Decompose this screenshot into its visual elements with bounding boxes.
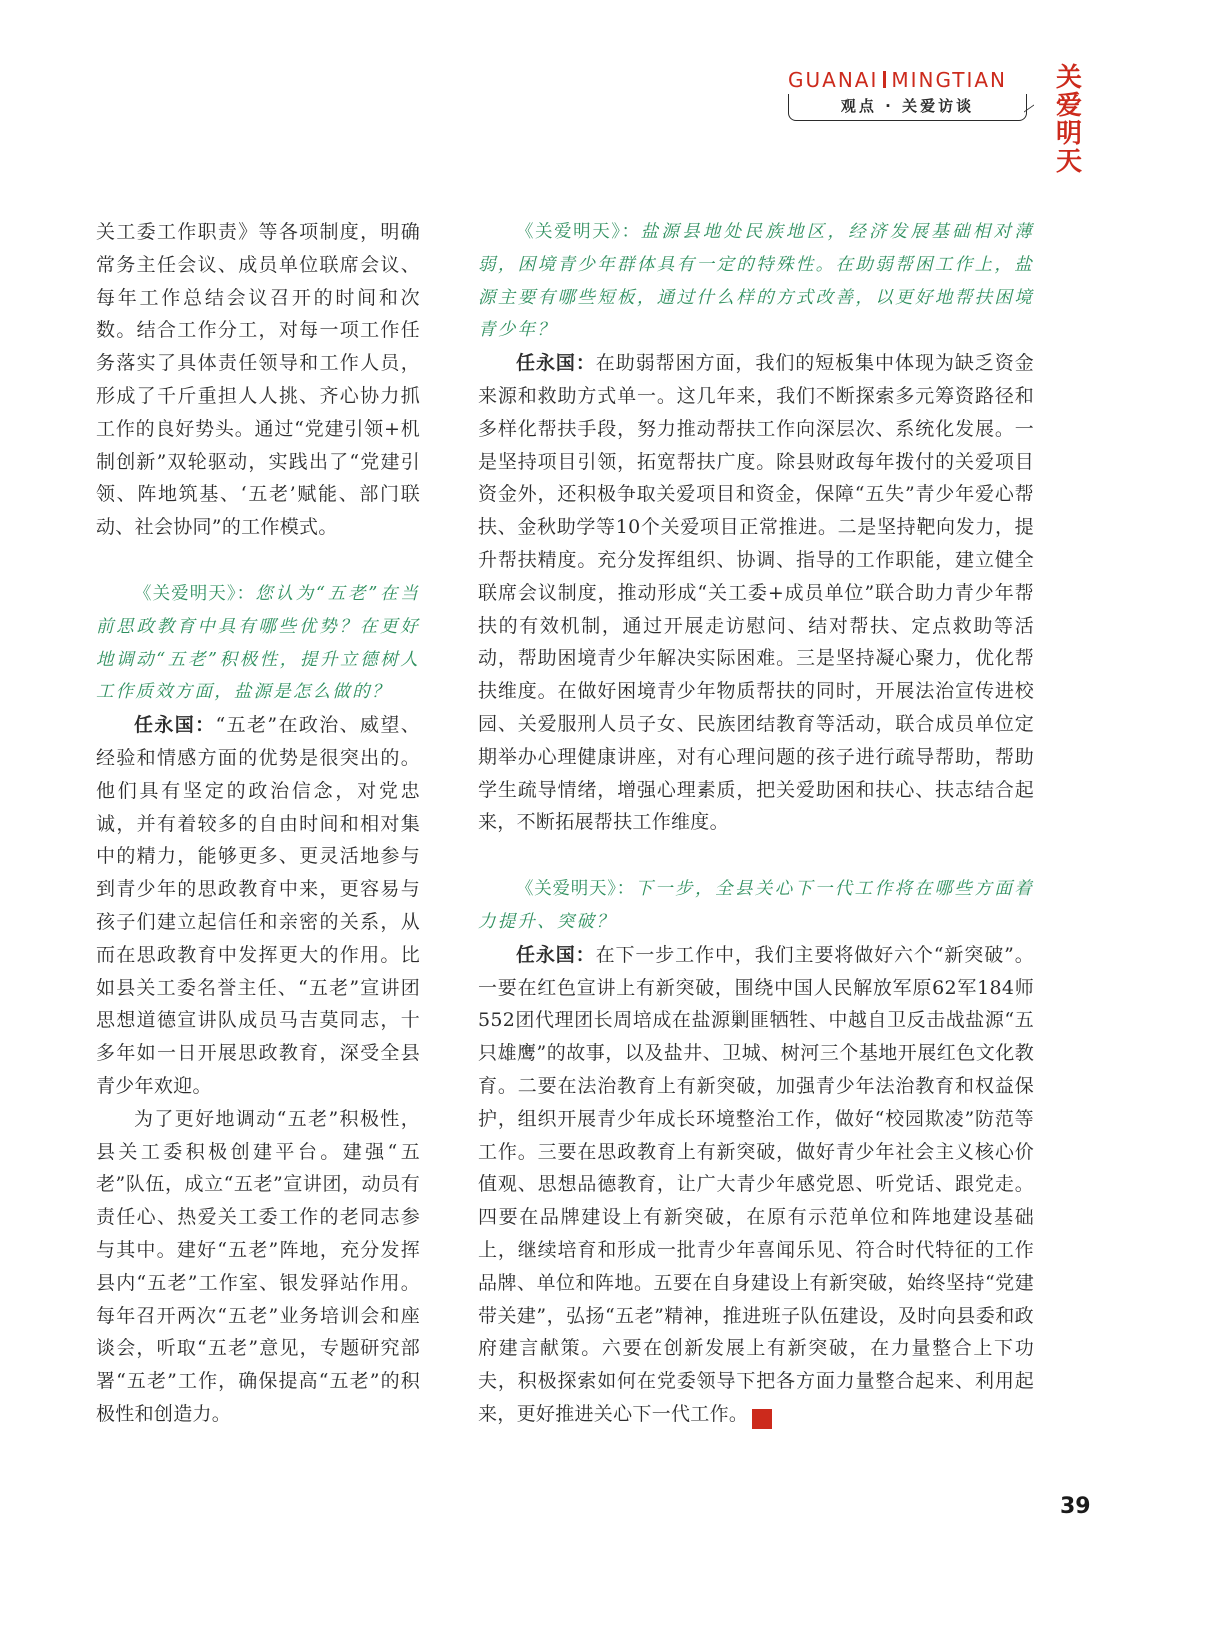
question-text: 下一步，全县关心下一代工作将在哪些方面着力提升、突破？: [478, 879, 1035, 932]
magazine-name: 《关爱明天》：: [516, 222, 641, 242]
answer-text: “五老”在政治、威望、经验和情感方面的优势是很突出的。他们具有坚定的政治信念，对党忠诚，并有着较多的自由时间和相对集中的精力，能够更多、更灵活地参与到青少年的思政教育中来，更容易与孩子们建立起信任和亲密的关系，从而在思政教育中发挥更大的作用。比如县关工委名誉主任、“五老”宣讲团思想道德宣讲队成员马吉莫同志，十多年如一日开展思政教育，深受全县青少年欢迎。: [96, 714, 421, 1097]
question-text: 盐源县地处民族地区，经济发展基础相对薄弱，困境青少年群体具有一定的特殊性。在助弱帮困工作上，盐源主要有哪些短板，通过什么样的方式改善，以更好地帮扶困境青少年？: [478, 222, 1034, 341]
answer-text: 在助弱帮困方面，我们的短板集中体现为缺乏资金来源和救助方式单一。这几年来，我们不断探索多元筹资路径和多样化帮扶手段，努力推动帮扶工作向深层次、系统化发展。一是坚持项目引领，拓宽帮扶广度。除县财政每年拨付的关爱项目资金外，还积极争取关爱项目和资金，保障“五失”青少年爱心帮扶、金秋助学等10个关爱项目正常推进。二是坚持靶向发力，提升帮扶精度。充分发挥组织、协调、指导的工作职能，建立健全联席会议制度，推动形成“关工委+成员单位”联合助力青少年帮扶的有效机制，通过开展走访慰问、结对帮扶、定点救助等活动，帮助困境青少年解决实际困难。三是坚持凝心聚力，优化帮扶维度。在做好困境青少年物质帮扶的同时，开展法治宣传进校园、关爱服刑人员子女、民族团结教育等活动，联合成员单位定期举办心理健康讲座，对有心理问题的孩子进行疏导帮助，帮助学生疏导情绪，增强心理素质，把关爱助困和扶心、扶志结合起来，不断拓展帮扶工作维度。: [478, 352, 1034, 834]
question: [478, 216, 1034, 347]
brand-left: GUANAI: [788, 68, 879, 92]
page-number: 39: [1060, 1494, 1091, 1519]
magazine-name: 《关爱明天》：: [516, 879, 636, 900]
question-text: 您认为“五老”在当前思政教育中具有哪些优势？在更好地调动“五老”积极性，提升立德树人工作质效方面，盐源是怎么做的？: [96, 583, 421, 703]
answer: [478, 939, 1034, 1431]
section-subtitle: 观点 · 关爱访谈: [788, 94, 1027, 121]
magazine-name: 《关爱明天》：: [134, 583, 256, 604]
paragraph: 关工委工作职责》等各项制度，明确常务主任会议、成员单位联席会议、每年工作总结会议召开的时间和次数。结合工作分工，对每一项工作任务落实了具体责任领导和工作人员，形成了千斤重担人人挑、齐心协力抓工作的良好势头。通过“党建引领+机制创新”双轮驱动，实践出了“党建引领、阵地筑基、‘五老’赋能、部门联动、社会协同”的工作模式。: [96, 221, 420, 539]
brand-divider: [883, 71, 886, 88]
right-column: [478, 216, 1034, 1431]
left-column: [96, 216, 420, 1431]
speaker-name: 任永国：: [134, 714, 216, 737]
logo-bottom: 明天: [1055, 119, 1082, 177]
end-mark-icon: 关: [752, 1409, 772, 1429]
paragraph: 为了更好地调动“五老”积极性，县关工委积极创建平台。建强“五老”队伍，成立“五老”宣讲团，动员有责任心、热爱关工委工作的老同志参与其中。建好“五老”阵地，充分发挥县内“五老”工作室、银发驿站作用。每年召开两次“五老”业务培训会和座谈会，听取“五老”意见，专题研究部署“五老”工作，确保提高“五老”的积极性和创造力。: [96, 1107, 420, 1425]
answer: [478, 347, 1034, 839]
speaker-name: 任永国：: [516, 943, 596, 966]
answer: [96, 709, 420, 1103]
question: [478, 873, 1034, 939]
speaker-name: 任永国：: [516, 352, 596, 375]
logo-top: 关爱: [1055, 63, 1082, 121]
magazine-logo: [1044, 64, 1094, 176]
header: [780, 62, 1150, 177]
brand-right: MINGTIAN: [891, 68, 1008, 92]
question: [96, 578, 420, 709]
answer-text: 在下一步工作中，我们主要将做好六个“新突破”。一要在红色宣讲上有新突破，围绕中国人民解放军原62军184师552团代理团长周培成在盐源剿匪牺牲、中越自卫反击战盐源“五只雄鹰”的故事，以及盐井、卫城、树河三个基地开展红色文化教育。二要在法治教育上有新突破，加强青少年法治教育和权益保护，组织开展青少年成长环境整治工作，做好“校园欺凌”防范等工作。三要在思政教育上有新突破，做好青少年社会主义核心价值观、思想品德教育，让广大青少年感党恩、听党话、跟党走。四要在品牌建设上有新突破，在原有示范单位和阵地建设基础上，继续培育和形成一批青少年喜闻乐见、符合时代特征的工作品牌、单位和阵地。五要在自身建设上有新突破，始终坚持“党建带关建”，弘扬“五老”精神，推进班子队伍建设，及时向县委和政府建言献策。六要在创新发展上有新突破，在力量整合上下功夫，积极探索如何在党委领导下把各方面力量整合起来、利用起来，更好推进关心下一代工作。: [478, 943, 1035, 1425]
brand-text: [788, 68, 1007, 92]
